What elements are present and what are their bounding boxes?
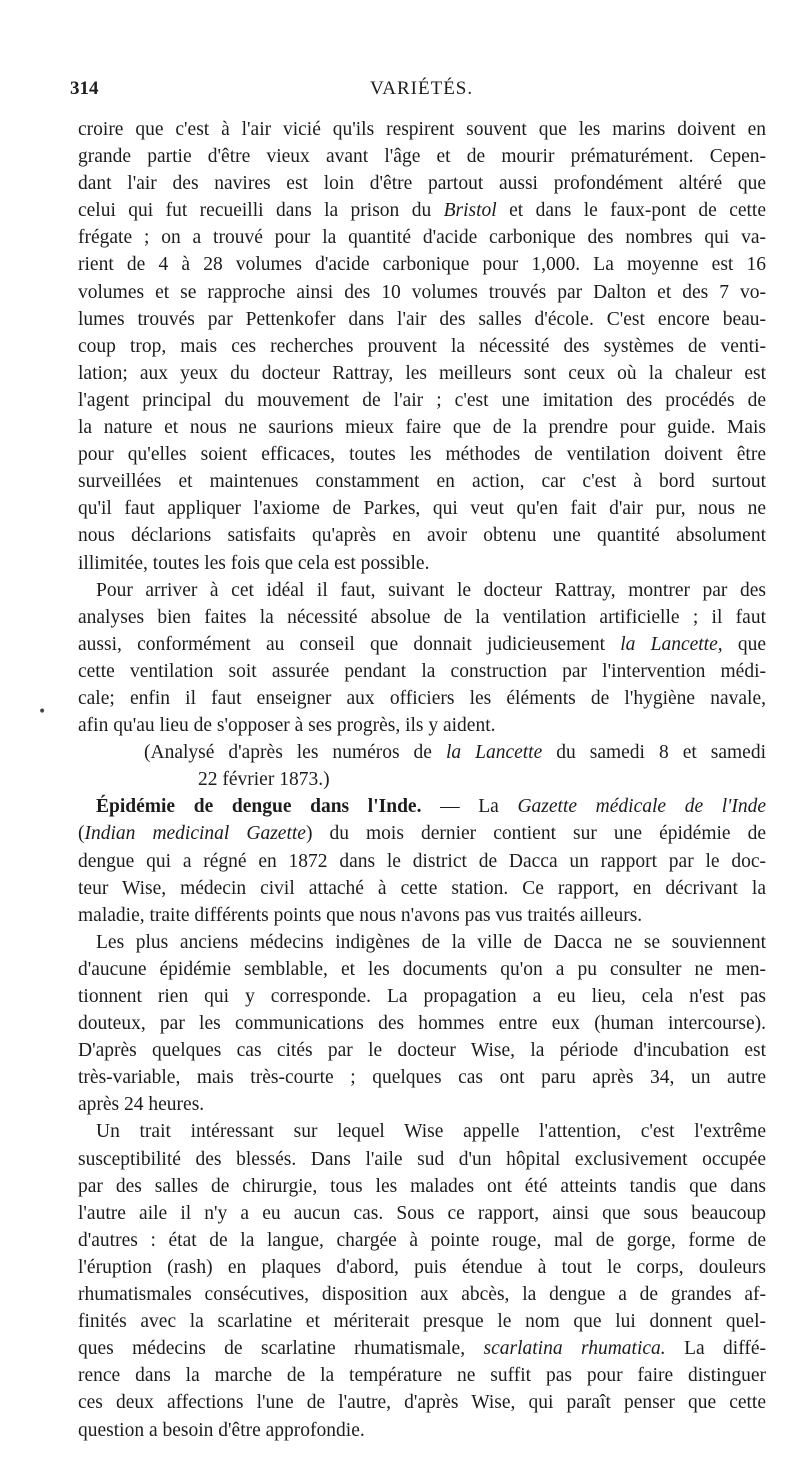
- text-run: La diffé-: [665, 1338, 766, 1360]
- text-run: Les plus anciens médecins indigènes de la ville de Dacca ne se souviennent: [96, 931, 766, 953]
- text-line: [78, 1362, 766, 1389]
- text-run: maladie, traite différents points que nous n'avons pas vus traités ailleurs.: [78, 904, 643, 926]
- text-run: Pour arriver à cet idéal il faut, suivant le docteur Rattray, montrer par des: [96, 579, 766, 601]
- text-line: [78, 333, 766, 360]
- text-run: et dans le faux-pont de cette: [496, 200, 766, 222]
- italic-text: Indian medicinal Gazette: [84, 823, 306, 845]
- text-run: rhumatismales consécutives, disposition aux abcès, la dengue a de grandes af-: [78, 1284, 766, 1306]
- text-run: que: [722, 633, 766, 655]
- text-line: [78, 306, 766, 333]
- text-line: [78, 658, 766, 685]
- text-line: [78, 1389, 766, 1416]
- text-line: [78, 1037, 766, 1064]
- page-header: [70, 78, 750, 108]
- text-line: [78, 495, 766, 522]
- text-run: la nature et nous ne saurions mieux faire que de la prendre pour guide. Mais: [78, 417, 766, 439]
- text-line: [78, 820, 766, 847]
- text-line: [78, 251, 766, 278]
- text-line: [78, 1335, 766, 1362]
- text-run: (Analysé d'après les numéros de: [144, 742, 446, 764]
- text-run: après 24 heures.: [78, 1094, 205, 1116]
- text-line: [78, 1281, 766, 1308]
- italic-text: la Lancette: [445, 742, 543, 764]
- text-run: finités avec la scarlatine et mériterait presque le nom que lui donnent quel-: [78, 1311, 766, 1333]
- text-run: rient de 4 à 28 volumes d'acide carbonique pour 1,000. La moyenne est 16: [78, 254, 766, 276]
- text-run: rence dans la marche de la température ne suffit pas pour faire distinguer: [78, 1365, 766, 1387]
- text-run: nous déclarions satisfaits qu'après en avoir obtenu une quantité absolument: [78, 525, 766, 547]
- text-run: (: [78, 823, 85, 845]
- text-line: [78, 1308, 766, 1335]
- text-run: très-variable, mais très-courte ; quelques cas ont paru après 34, un autre: [78, 1067, 766, 1089]
- text-line: [78, 712, 766, 739]
- text-run: teur Wise, médecin civil attaché à cette station. Ce rapport, en décrivant la: [78, 877, 766, 899]
- text-line: [78, 1173, 766, 1200]
- text-run: tionnent rien qui y corresponde. La propagation a eu lieu, cela n'est pas: [78, 986, 766, 1007]
- margin-mark: •: [38, 704, 47, 720]
- text-line: [78, 550, 766, 577]
- text-run: par des salles de chirurgie, tous les malades ont été atteints tandis que dans: [78, 1175, 766, 1197]
- text-run: d'aucune épidémie semblable, et les documents qu'on a pu consulter ne men-: [78, 958, 766, 980]
- text-run: coup trop, mais ces recherches prouvent la nécessité des systèmes de venti-: [78, 335, 766, 357]
- text-run: l'autre aile il n'y a eu aucun cas. Sous ce rapport, ainsi que sous beaucoup: [78, 1202, 766, 1224]
- text-run: ces deux affections l'une de l'autre, d'après Wise, qui paraît penser que cette: [78, 1392, 766, 1414]
- text-run: illimitée, toutes les fois que cela est possible.: [78, 552, 430, 574]
- text-line: [78, 387, 766, 414]
- italic-text: Gazette médicale de l'Inde: [517, 796, 766, 818]
- text-line: [78, 522, 766, 549]
- text-run: l'éruption (rash) en plaques d'abord, puis étendue à tout le corps, douleurs: [78, 1256, 766, 1278]
- text-run: question a besoin d'être approfondie.: [78, 1419, 365, 1441]
- text-run: d'autres : état de la langue, chargée à pointe rouge, mal de gorge, forme de: [78, 1229, 766, 1251]
- text-line: [78, 902, 766, 929]
- text-line: [78, 1064, 766, 1091]
- text-run: aussi, conformément au conseil que donnait judicieusement: [78, 633, 621, 655]
- text-run: ques médecins de scarlatine rhumatismale,: [78, 1338, 484, 1360]
- italic-text: Bristol: [443, 200, 497, 222]
- text-run: qu'il faut appliquer l'axiome de Parkes, qui veut qu'en fait d'air pur, nous ne: [78, 498, 766, 520]
- text-line: [78, 793, 766, 820]
- text-run: grande partie d'être vieux avant l'âge et de mourir prématurément. Cepen-: [78, 146, 766, 168]
- text-run: frégate ; on a trouvé pour la quantité d'acide carbonique des nombres qui va-: [78, 227, 766, 249]
- text-run: dant l'air des navires est loin d'être partout aussi profondément altéré que: [78, 173, 766, 195]
- text-run: du samedi 8 et samedi: [542, 742, 766, 764]
- text-line: [78, 1417, 766, 1444]
- text-run: ) du mois dernier contient sur une épidémie de: [305, 823, 766, 845]
- italic-text: la Lancette,: [620, 633, 723, 655]
- text-line: [78, 441, 766, 468]
- text-line: [78, 279, 766, 306]
- text-run: cale; enfin il faut enseigner aux officiers les éléments de l'hygiène navale,: [78, 687, 766, 709]
- text-run: lumes trouvés par Pettenkofer dans l'air des salles d'école. C'est encore beau-: [78, 308, 766, 330]
- text-line: [78, 956, 766, 983]
- text-line: [78, 224, 766, 251]
- text-line: [78, 468, 766, 495]
- text-line: [78, 875, 766, 902]
- body-text: [78, 116, 766, 1444]
- text-run: l'agent principal du mouvement de l'air ; c'est une imitation des procédés de: [78, 389, 766, 411]
- running-title: VARIÉTÉS.: [370, 78, 474, 99]
- text-run: surveillées et maintenues constamment en action, car c'est à bord surtout: [78, 471, 766, 493]
- text-line: [78, 929, 766, 956]
- text-line: [78, 1118, 766, 1145]
- text-run: afin qu'au lieu de s'opposer à ses progrès, ils y aident.: [78, 715, 496, 737]
- text-line: [78, 577, 766, 604]
- text-line: [78, 1010, 766, 1037]
- text-run: celui qui fut recueilli dans la prison du: [78, 200, 444, 222]
- text-run: lation; aux yeux du docteur Rattray, les meilleurs sont ceux où la chaleur est: [78, 362, 766, 384]
- text-line: [78, 685, 766, 712]
- text-run: pour qu'elles soient efficaces, toutes les méthodes de ventilation doivent être: [78, 444, 766, 466]
- text-run: Un trait intéressant sur lequel Wise appelle l'attention, c'est l'extrême: [96, 1121, 766, 1143]
- text-line: [78, 1200, 766, 1227]
- text-run: susceptibilité des blessés. Dans l'aile sud d'un hôpital exclusivement occupée: [78, 1148, 766, 1170]
- text-line: [78, 739, 766, 766]
- text-run: douteux, par les communications des hommes entre eux (human intercourse).: [78, 1013, 766, 1035]
- text-line: [78, 143, 766, 170]
- text-run: volumes et se rapproche ainsi des 10 volumes trouvés par Dalton et des 7 vo-: [78, 281, 766, 303]
- text-line: [78, 1227, 766, 1254]
- text-line: [78, 414, 766, 441]
- italic-text: scarlatina rhumatica.: [483, 1338, 666, 1360]
- text-line: [78, 604, 766, 631]
- text-line: [78, 170, 766, 197]
- text-line: [78, 1091, 766, 1118]
- text-run: — La: [421, 796, 518, 818]
- section-heading: Épidémie de dengue dans l'Inde.: [96, 796, 422, 818]
- text-line: [78, 1254, 766, 1281]
- text-line: [78, 116, 766, 143]
- text-run: 22 février 1873.): [198, 769, 330, 791]
- text-run: analyses bien faites la nécessité absolue de la ventilation artificielle ; il faut: [78, 606, 766, 628]
- text-line: [78, 197, 766, 224]
- text-run: dengue qui a régné en 1872 dans le district de Dacca un rapport par le doc-: [78, 850, 766, 872]
- text-run: croire que c'est à l'air vicié qu'ils respirent souvent que les marins doivent en: [78, 119, 766, 140]
- page-number: 314: [70, 78, 99, 99]
- text-run: D'après quelques cas cités par le docteur Wise, la période d'incubation est: [78, 1040, 766, 1062]
- text-line: [78, 360, 766, 387]
- text-line: [78, 766, 766, 793]
- text-line: [78, 631, 766, 658]
- text-line: [78, 1146, 766, 1173]
- text-line: [78, 983, 766, 1010]
- text-line: [78, 848, 766, 875]
- text-run: cette ventilation soit assurée pendant la construction par l'intervention médi-: [78, 660, 766, 682]
